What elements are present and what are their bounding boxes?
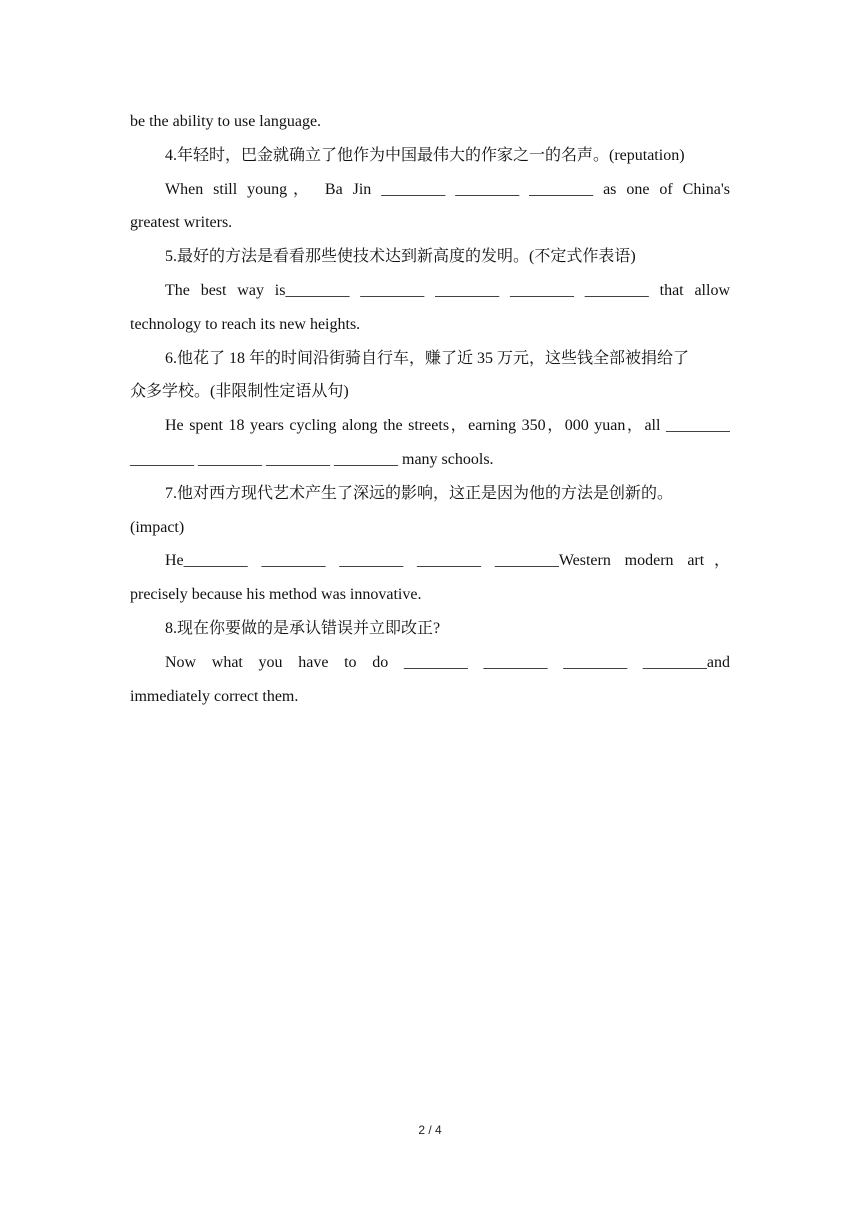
- question-5-sentence: The best way is________ ________ ________ ________ ________ that allow: [165, 281, 730, 299]
- question-7-sentence-cont: precisely because his method was innovative.: [130, 586, 422, 604]
- question-6-sentence-cont: ________ ________ ________ ________ many schools.: [130, 450, 494, 468]
- question-8-sentence: Now what you have to do ________ ________ ________ ________and: [165, 653, 730, 671]
- question-6-prompt-cont: 众多学校。(非限制性定语从句): [130, 383, 349, 401]
- question-7-prompt: 7.他对西方现代艺术产生了深远的影响，这正是因为他的方法是创新的。: [165, 484, 674, 502]
- question-6-sentence: He spent 18 years cycling along the streets，earning 350，000 yuan，all ________: [165, 417, 730, 435]
- text-line: be the ability to use language.: [130, 113, 322, 130]
- question-7-prompt-cont: (impact): [130, 518, 185, 536]
- question-7-sentence: He________ ________ ________ ________ ________Western modern art，: [165, 552, 730, 570]
- question-4-sentence: When still young， Ba Jin ________ ________ ________ as one of China's: [165, 180, 730, 198]
- question-4-sentence-cont: greatest writers.: [130, 214, 233, 232]
- question-5-sentence-cont: technology to reach its new heights.: [130, 315, 361, 333]
- question-6-prompt: 6.他花了 18 年的时间沿街骑自行车，赚了近 35 万元，这些钱全部被捐给了: [165, 349, 690, 367]
- question-8-prompt: 8.现在你要做的是承认错误并立即改正?: [165, 619, 441, 637]
- page-number: 2 / 4: [418, 1123, 442, 1137]
- question-4-prompt: 4.年轻时，巴金就确立了他作为中国最伟大的作家之一的名声。(reputation): [165, 146, 685, 164]
- question-5-prompt: 5.最好的方法是看看那些使技术达到新高度的发明。(不定式作表语): [165, 248, 636, 266]
- question-8-sentence-cont: immediately correct them.: [130, 687, 299, 705]
- exercise-content: [130, 105, 730, 713]
